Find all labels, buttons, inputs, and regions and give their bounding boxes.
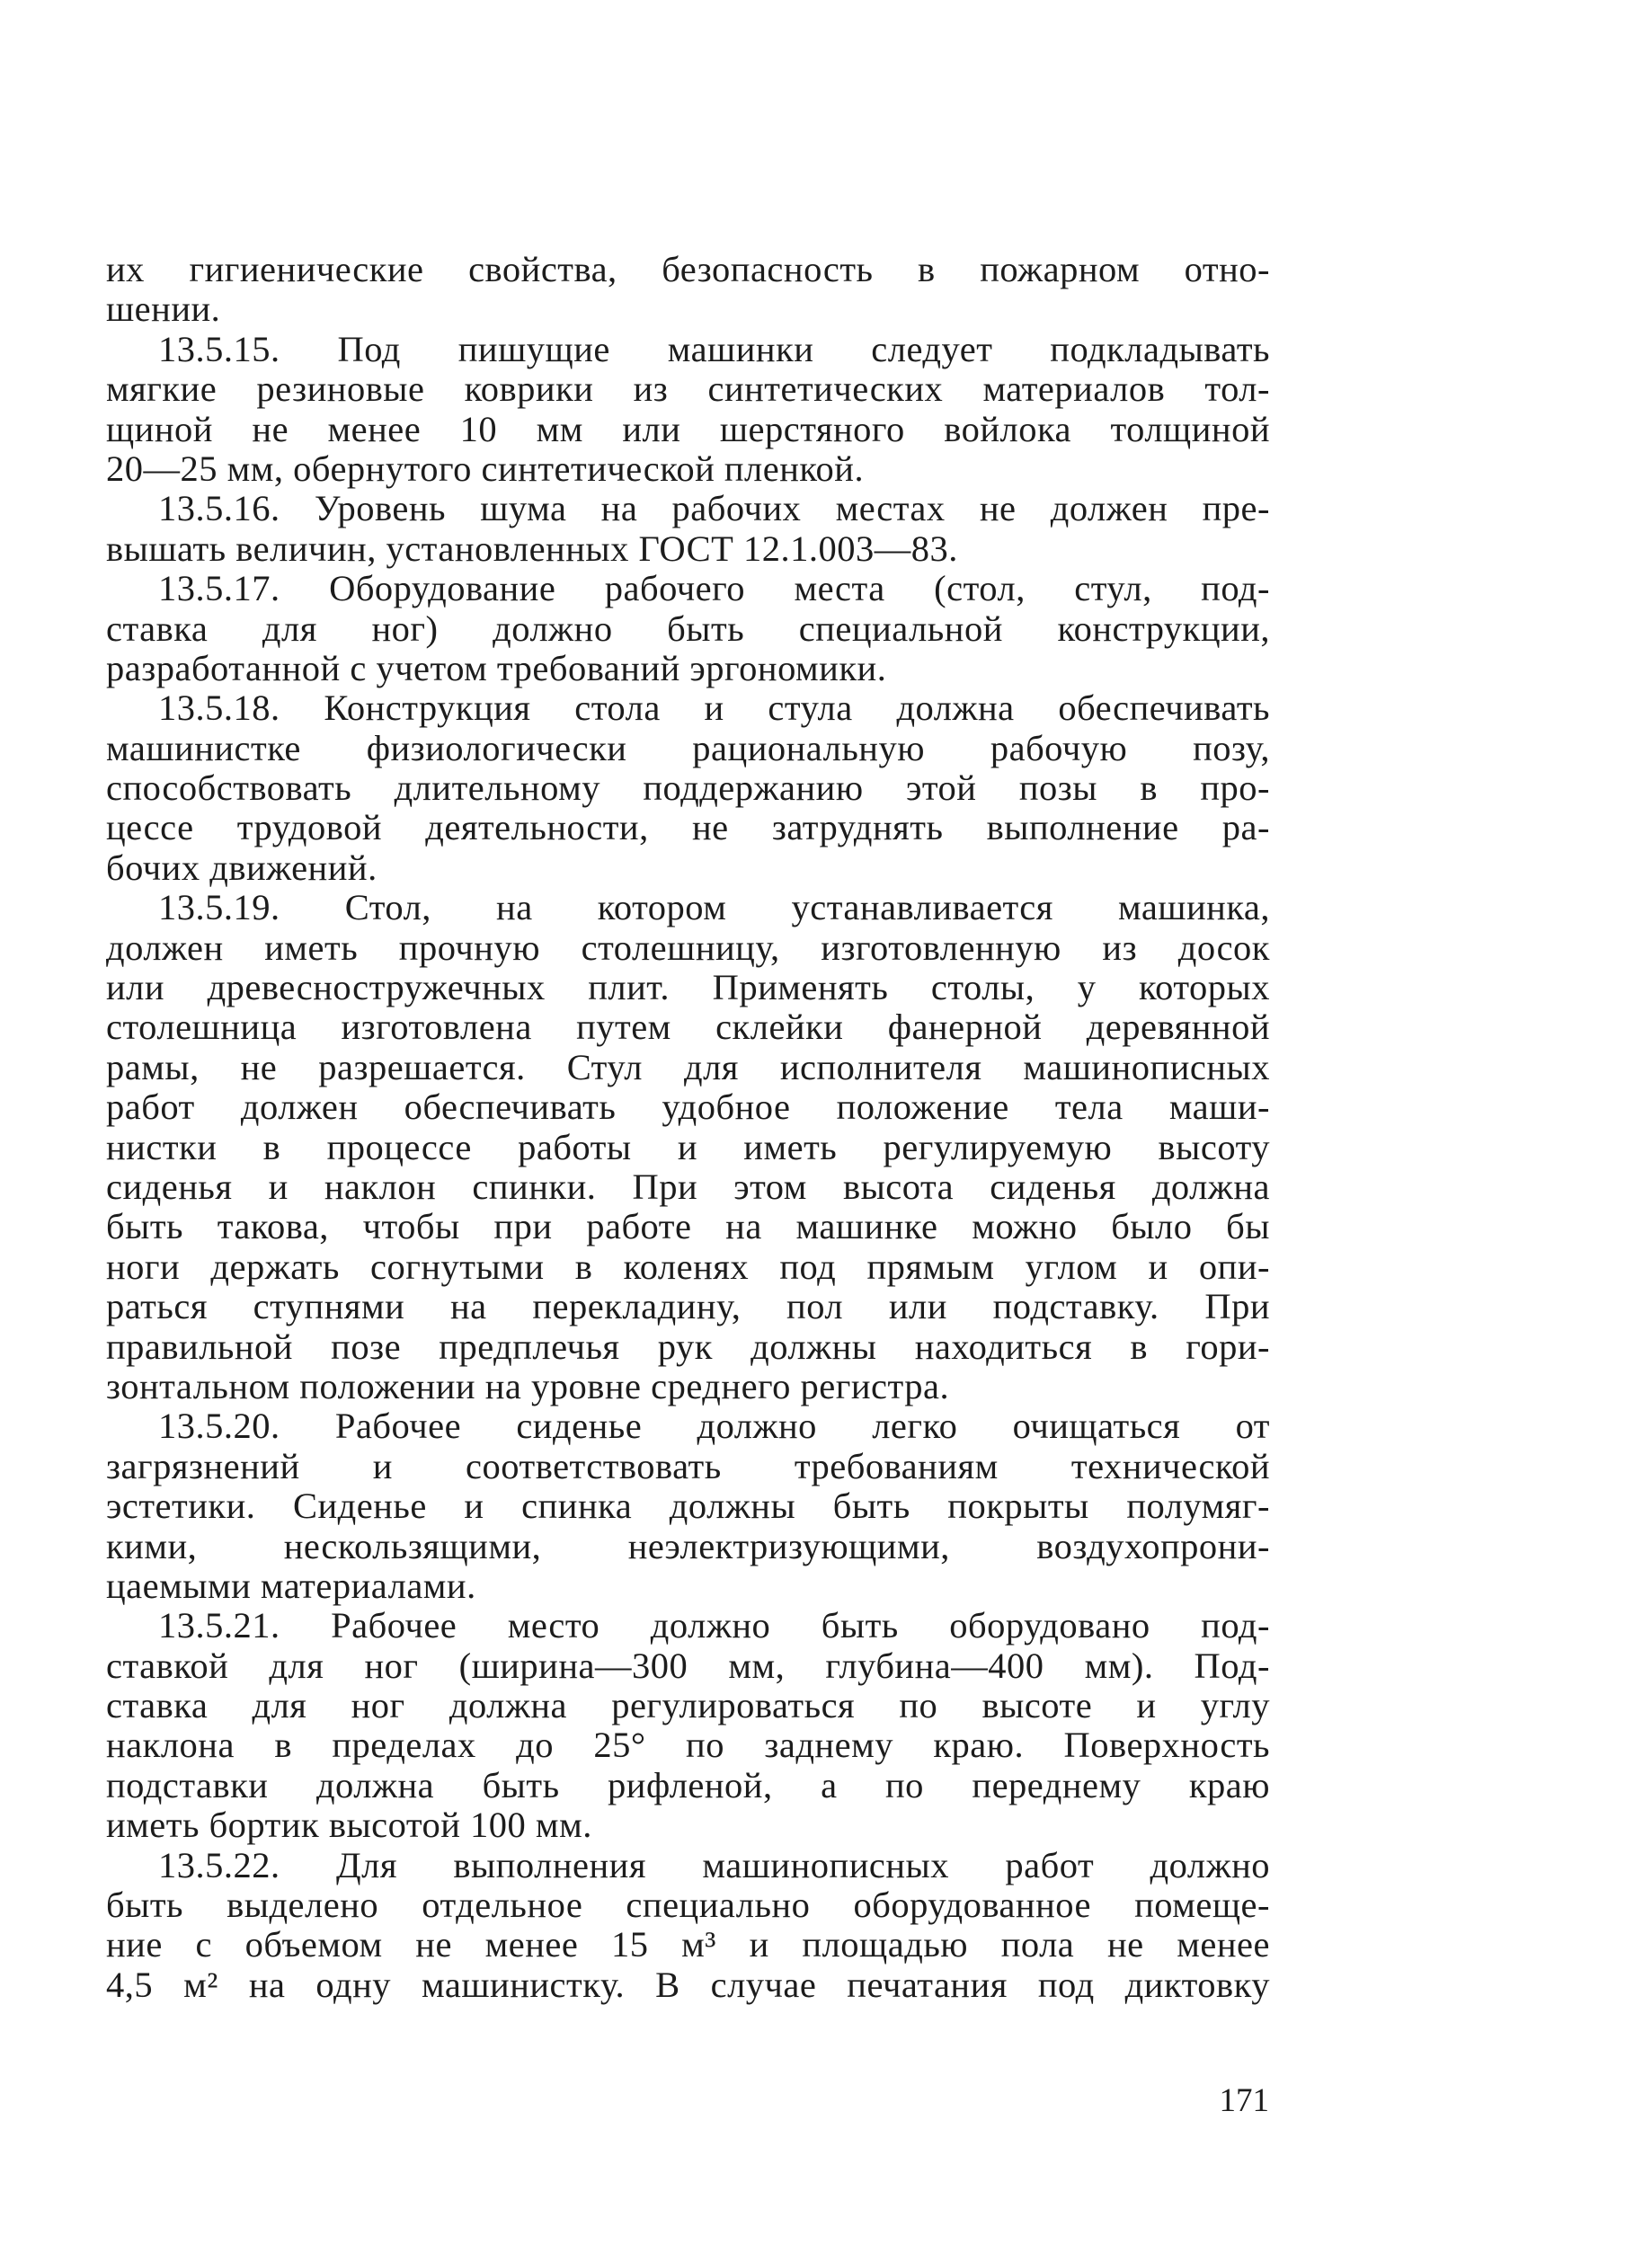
text-line: правильной позе предплечья рук должны находиться в гори- [106, 1326, 1270, 1367]
text-line: работ должен обеспечивать удобное положение тела маши- [106, 1087, 1270, 1128]
text-line: 13.5.18. Конструкция стола и стула должна обеспечивать [158, 687, 1270, 729]
text-line: нистки в процессе работы и иметь регулируемую высоту [106, 1126, 1270, 1167]
text-line: загрязнений и соответствовать требованиям технической [106, 1445, 1270, 1486]
body-text [106, 250, 1270, 2005]
paragraph-13-5-18 [106, 688, 1270, 888]
text-line: 13.5.17. Оборудование рабочего места (стол, стул, под- [158, 568, 1270, 609]
text-line: 13.5.22. Для выполнения машинописных работ должно [158, 1844, 1270, 1885]
text-line: ставка для ног должна регулироваться по высоте и углу [106, 1685, 1270, 1726]
text-line: эстетики. Сиденье и спинка должны быть покрыты полумяг- [106, 1486, 1270, 1527]
text-line: ноги держать согнутыми в коленях под прямым углом и опи- [106, 1246, 1270, 1287]
text-line: или древесностружечных плит. Применять столы, у которых [106, 967, 1270, 1008]
text-line: способствовать длительному поддержанию этой позы в про- [106, 767, 1270, 809]
text-line: наклона в пределах до 25° по заднему краю. Поверхность [106, 1725, 1270, 1766]
text-line: 20—25 мм, обернутого синтетической пленкой. [106, 448, 865, 489]
paragraph-13-5-15 [106, 330, 1270, 490]
text-line: иметь бортик высотой 100 мм. [106, 1805, 592, 1846]
paragraph-13-5-20 [106, 1406, 1270, 1606]
text-line: шении. [106, 288, 221, 330]
text-line: быть выделено отдельное специально оборудованное помеще- [106, 1885, 1270, 1926]
text-line: бочих движений. [106, 847, 377, 888]
text-line: ние с объемом не менее 15 м³ и площадью пола не менее [106, 1924, 1270, 1965]
text-line: 13.5.21. Рабочее место должно быть оборудовано под- [158, 1605, 1270, 1646]
text-line: 13.5.16. Уровень шума на рабочих местах не должен пре- [158, 488, 1270, 529]
text-line: 13.5.15. Под пишущие машинки следует подкладывать [158, 328, 1270, 369]
text-line: раться ступнями на перекладину, пол или подставку. При [106, 1286, 1270, 1327]
text-line: рамы, не разрешается. Стул для исполнителя машинописных [106, 1046, 1270, 1087]
paragraph-cont [106, 250, 1270, 330]
text-line: должен иметь прочную столешницу, изготовленную из досок [106, 927, 1270, 968]
text-line: ставкой для ног (ширина—300 мм, глубина—400 мм). Под- [106, 1645, 1270, 1686]
text-line: столешница изготовлена путем склейки фанерной деревянной [106, 1007, 1270, 1048]
text-line: 13.5.19. Стол, на котором устанавливается машинка, [158, 887, 1270, 928]
text-line: их гигиенические свойства, безопасность в пожарном отно- [106, 249, 1270, 289]
paragraph-13-5-19 [106, 888, 1270, 1406]
text-line: ставка для ног) должно быть специальной конструкции, [106, 608, 1270, 649]
text-line: зонтальном положении на уровне среднего регистра. [106, 1365, 950, 1406]
text-line: сиденья и наклон спинки. При этом высота сиденья должна [106, 1166, 1270, 1207]
paragraph-13-5-16 [106, 489, 1270, 569]
paragraph-13-5-22 [106, 1846, 1270, 2006]
text-line: цаемыми материалами. [106, 1565, 476, 1606]
text-line: цессе трудовой деятельности, не затруднять выполнение ра- [106, 807, 1270, 848]
text-line: разработанной с учетом требований эргономики. [106, 647, 887, 688]
text-line: мягкие резиновые коврики из синтетических материалов тол- [106, 368, 1270, 410]
text-line: кими, нескользящими, неэлектризующими, воздухопрони- [106, 1525, 1270, 1566]
text-line: машинистке физиологически рациональную рабочую позу, [106, 727, 1270, 768]
text-line: щиной не менее 10 мм или шерстяного войлока толщиной [106, 408, 1270, 449]
text-line: 13.5.20. Рабочее сиденье должно легко очищаться от [158, 1406, 1270, 1447]
paragraph-13-5-17 [106, 569, 1270, 688]
paragraph-13-5-21 [106, 1606, 1270, 1845]
text-line: быть такова, чтобы при работе на машинке можно было бы [106, 1206, 1270, 1247]
text-line: 4,5 м² на одну машинистку. В случае печатания под диктовку [106, 1964, 1270, 2005]
text-line: подставки должна быть рифленой, а по переднему краю [106, 1764, 1270, 1805]
page-number: 171 [1219, 2082, 1269, 2119]
text-line: вышать величин, установленных ГОСТ 12.1.003—83. [106, 528, 958, 569]
